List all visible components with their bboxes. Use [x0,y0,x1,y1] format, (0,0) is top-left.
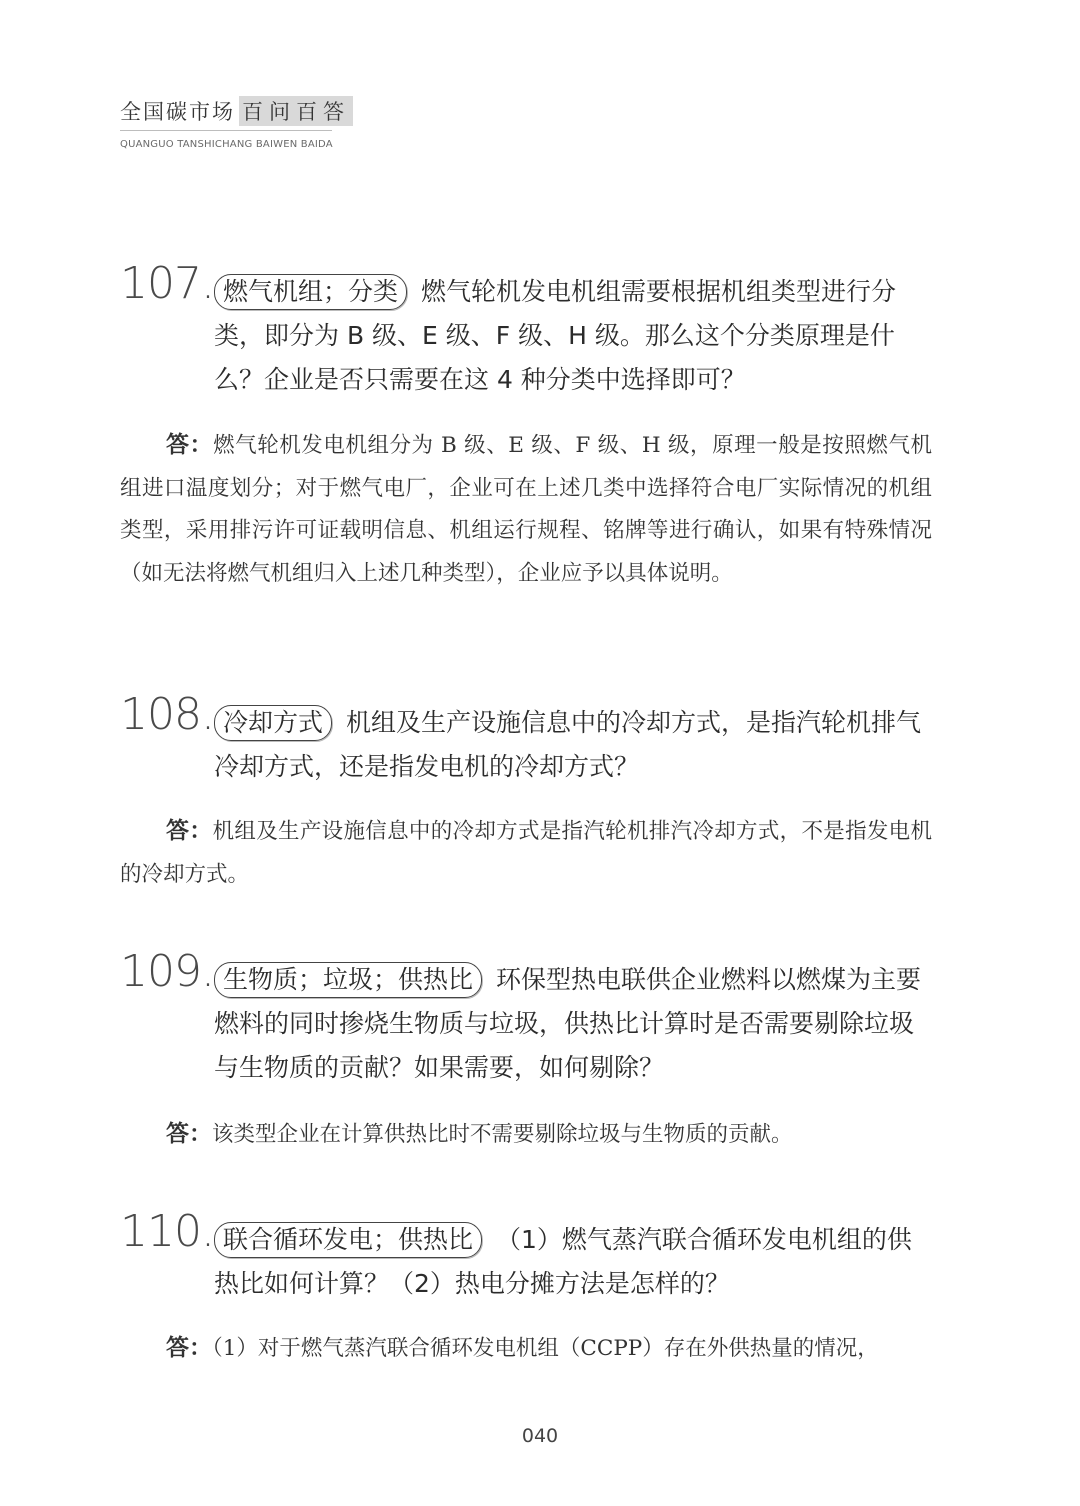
question-number: 109. [120,946,214,997]
question-tag: 冷却方式 [214,705,332,741]
answer-text [120,424,932,595]
header-title-highlight: 百问百答 [239,96,353,126]
answer-label: 答： [166,1121,212,1147]
question-number: 110. [120,1206,214,1257]
question-tag: 燃气机组；分类 [214,274,407,310]
header-divider [120,130,332,131]
question-number: 108. [120,689,214,740]
question-content: 机组及生产设施信息中的冷却方式，是指汽轮机排气冷却方式，还是指发电机的冷却方式？ [214,708,922,781]
question-content: 环保型热电联供企业燃料以燃煤为主要燃料的同时掺烧生物质与垃圾，供热比计算时是否需要剔除垃圾与生物质的贡献？如果需要，如何剔除？ [214,965,922,1082]
question-tag: 生物质；垃圾；供热比 [214,962,482,998]
question-text [214,1218,932,1306]
answer-label: 答： [166,818,213,844]
answer-content: 该类型企业在计算供热比时不需要剔除垃圾与生物质的贡献。 [212,1122,793,1147]
answer-text [120,1327,932,1371]
header-title-main: 全国碳市场 [120,100,235,124]
answer-content: 燃气轮机发电机组分为 B 级、E 级、F 级、H 级，原理一般是按照燃气机组进口温度划分；对于燃气电厂，企业可在上述几类中选择符合电厂实际情况的机组类型，采用排污许可证载明信息、机组运行规程、铭牌等进行确认，如果有特殊情况（如无法将燃气机组归入上述几种类型），企业应予以具体说明。 [120,433,933,586]
question-content: （1）燃气蒸汽联合循环发电机组的供热比如何计算？（2）热电分摊方法是怎样的？ [214,1225,912,1298]
answer-label: 答： [166,1335,212,1361]
header-title [120,96,353,126]
question-content: 燃气轮机发电机组需要根据机组类型进行分类，即分为 B 级、E 级、F 级、H 级。那么这个分类原理是什么？企业是否只需要在这 4 种分类中选择即可？ [214,277,897,394]
answer-label: 答： [166,432,214,458]
question-text [214,270,932,402]
question-text [214,701,932,789]
page-number: 040 [521,1425,559,1447]
running-header [120,96,353,150]
answer-text [120,1113,932,1157]
question-text [214,958,932,1090]
question-tag: 联合循环发电；供热比 [214,1222,482,1258]
answer-content: 机组及生产设施信息中的冷却方式是指汽轮机排汽冷却方式，不是指发电机的冷却方式。 [120,819,932,887]
answer-content: （1）对于燃气蒸汽联合循环发电机组（CCPP）存在外供热量的情况， [212,1336,879,1361]
answer-text [120,810,932,896]
question-number: 107. [120,258,214,309]
header-subtitle: QUANGUO TANSHICHANG BAIWEN BAIDA [120,139,333,150]
